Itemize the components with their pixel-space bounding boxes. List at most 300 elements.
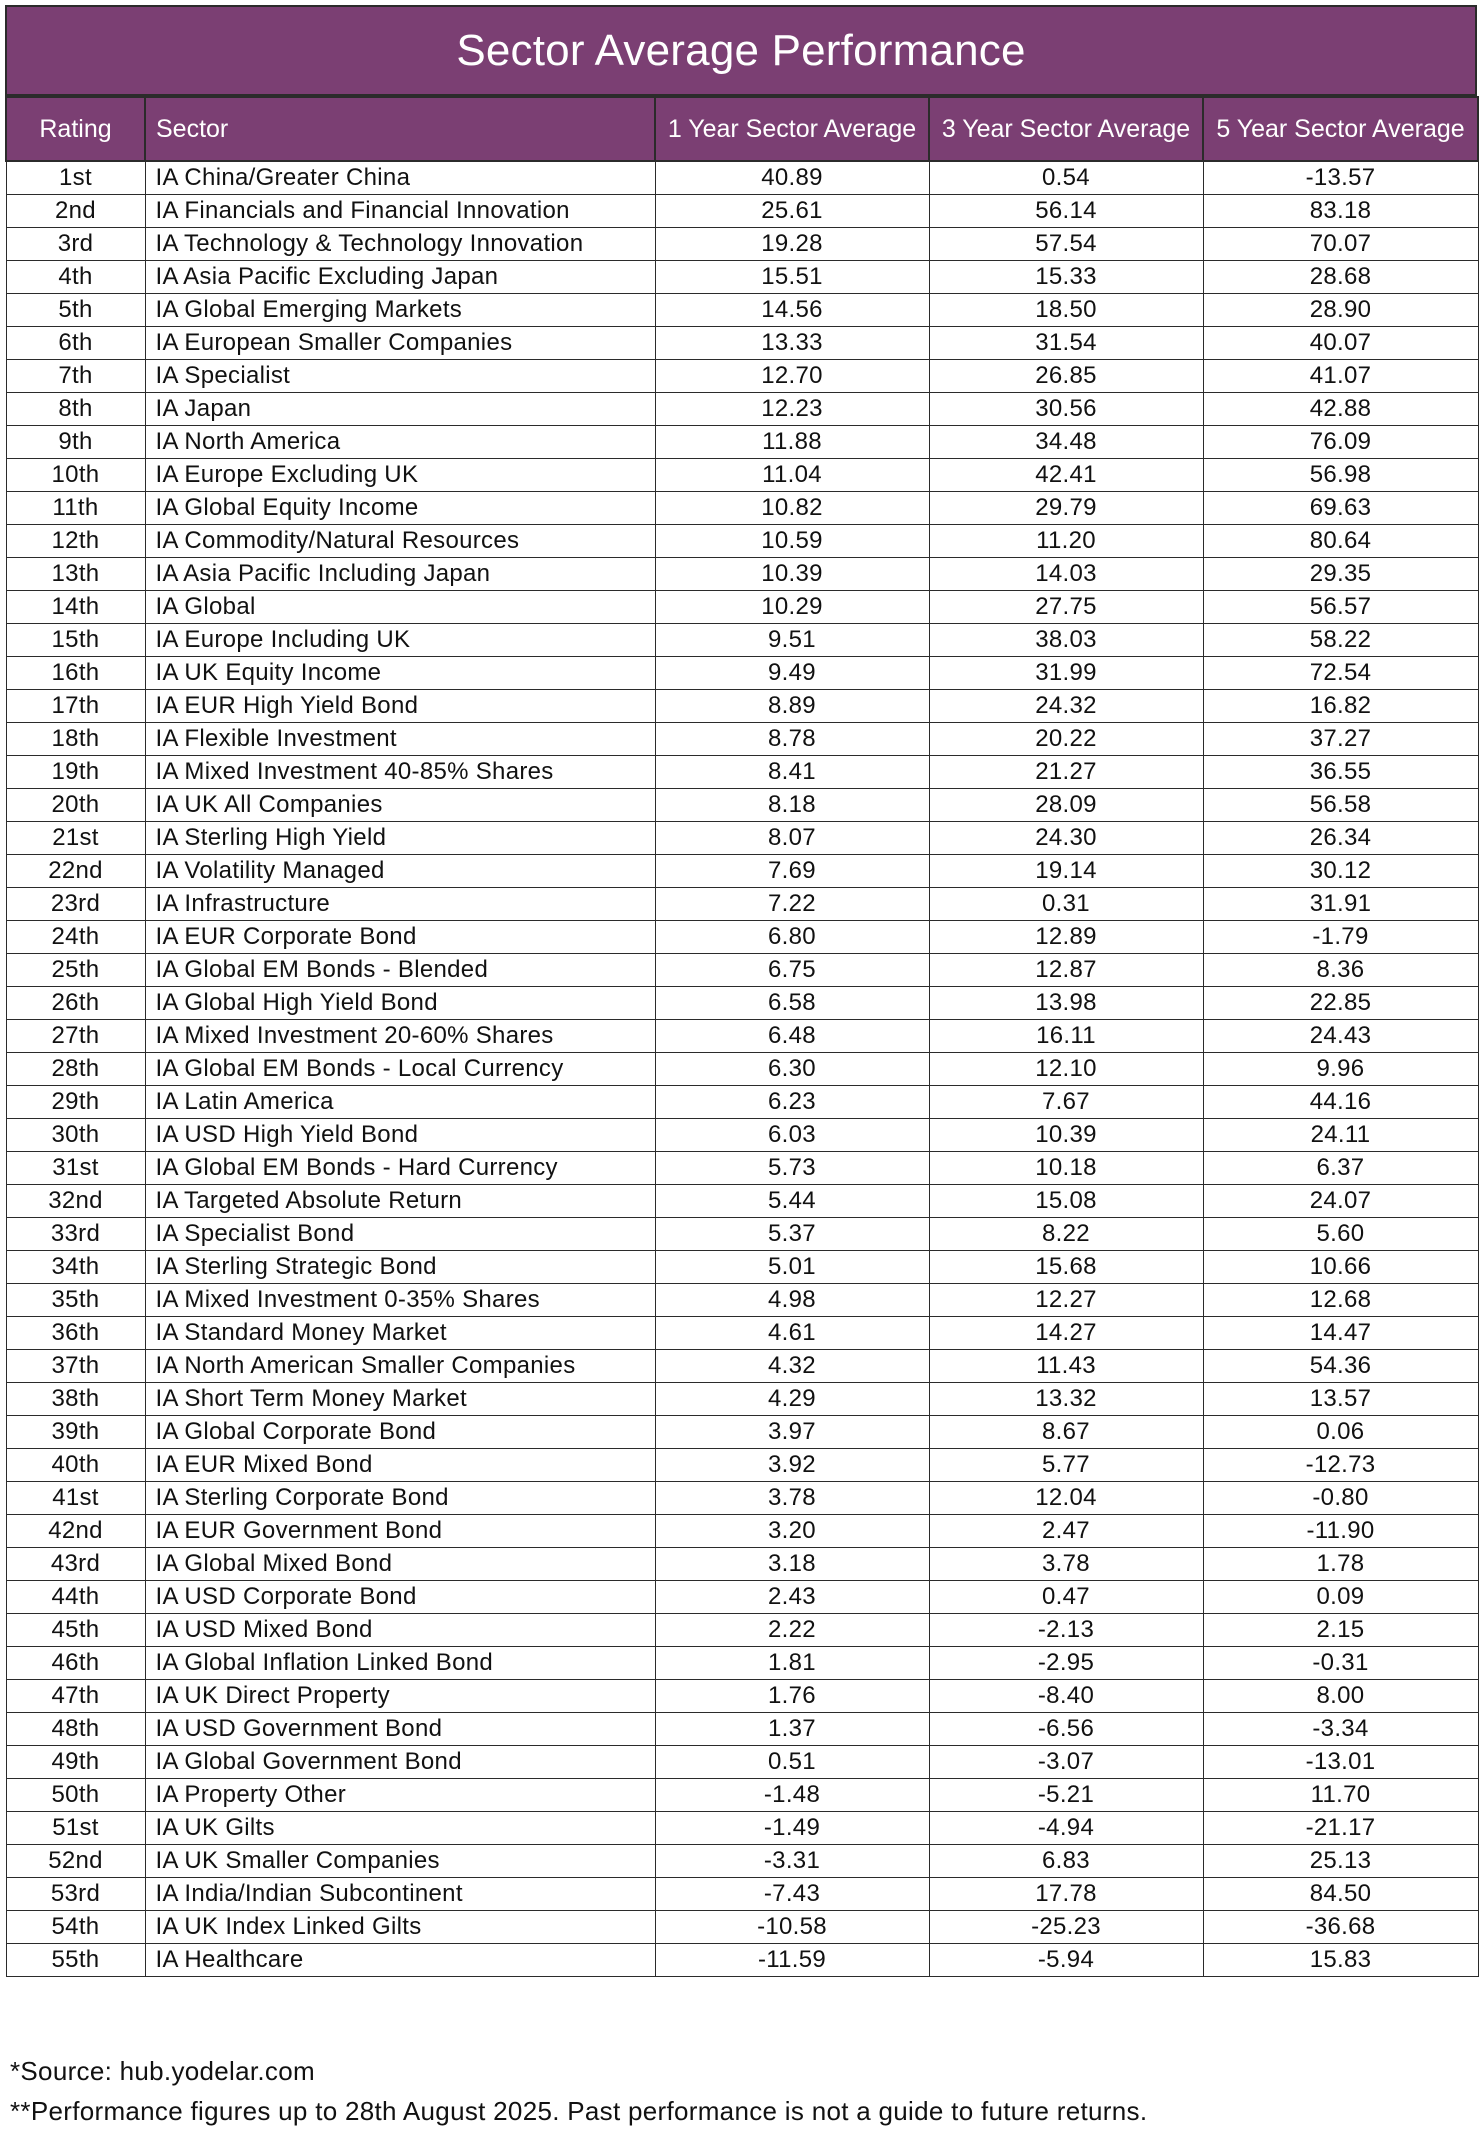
cell-3-year: 15.68 [929, 1251, 1203, 1284]
cell-5-year: 15.83 [1203, 1944, 1478, 1977]
cell-rating: 15th [6, 624, 145, 657]
cell-5-year: 9.96 [1203, 1053, 1478, 1086]
table-row [6, 1680, 1478, 1713]
cell-sector: IA Sterling Corporate Bond [145, 1482, 655, 1515]
table-row [6, 1581, 1478, 1614]
cell-1-year: 6.75 [655, 954, 929, 987]
cell-1-year: 2.43 [655, 1581, 929, 1614]
cell-5-year: -13.57 [1203, 161, 1478, 195]
cell-5-year: 1.78 [1203, 1548, 1478, 1581]
cell-rating: 6th [6, 327, 145, 360]
table-row [6, 1416, 1478, 1449]
cell-rating: 4th [6, 261, 145, 294]
cell-rating: 45th [6, 1614, 145, 1647]
cell-5-year: 76.09 [1203, 426, 1478, 459]
cell-3-year: 7.67 [929, 1086, 1203, 1119]
cell-sector: IA Short Term Money Market [145, 1383, 655, 1416]
cell-sector: IA India/Indian Subcontinent [145, 1878, 655, 1911]
cell-5-year: 54.36 [1203, 1350, 1478, 1383]
cell-5-year: 83.18 [1203, 195, 1478, 228]
cell-sector: IA Standard Money Market [145, 1317, 655, 1350]
cell-rating: 35th [6, 1284, 145, 1317]
cell-1-year: -10.58 [655, 1911, 929, 1944]
cell-5-year: -21.17 [1203, 1812, 1478, 1845]
cell-sector: IA North America [145, 426, 655, 459]
cell-1-year: 3.78 [655, 1482, 929, 1515]
cell-sector: IA Sterling Strategic Bond [145, 1251, 655, 1284]
cell-1-year: -3.31 [655, 1845, 929, 1878]
cell-1-year: 1.76 [655, 1680, 929, 1713]
cell-3-year: -3.07 [929, 1746, 1203, 1779]
cell-3-year: 8.67 [929, 1416, 1203, 1449]
table-row [6, 1317, 1478, 1350]
cell-rating: 1st [6, 161, 145, 195]
cell-5-year: 28.68 [1203, 261, 1478, 294]
cell-3-year: 30.56 [929, 393, 1203, 426]
cell-5-year: 41.07 [1203, 360, 1478, 393]
cell-5-year: -0.31 [1203, 1647, 1478, 1680]
cell-1-year: 10.29 [655, 591, 929, 624]
cell-3-year: 10.18 [929, 1152, 1203, 1185]
column-header-rating: Rating [6, 97, 145, 161]
cell-3-year: 19.14 [929, 855, 1203, 888]
cell-rating: 2nd [6, 195, 145, 228]
cell-5-year: 16.82 [1203, 690, 1478, 723]
cell-3-year: 12.27 [929, 1284, 1203, 1317]
cell-3-year: 2.47 [929, 1515, 1203, 1548]
cell-sector: IA Specialist [145, 360, 655, 393]
cell-sector: IA Global Corporate Bond [145, 1416, 655, 1449]
cell-1-year: 5.37 [655, 1218, 929, 1251]
cell-3-year: 24.32 [929, 690, 1203, 723]
column-header-1-year: 1 Year Sector Average [655, 97, 929, 161]
cell-3-year: 0.54 [929, 161, 1203, 195]
cell-1-year: -1.48 [655, 1779, 929, 1812]
cell-3-year: 17.78 [929, 1878, 1203, 1911]
cell-1-year: 7.22 [655, 888, 929, 921]
cell-5-year: 12.68 [1203, 1284, 1478, 1317]
cell-sector: IA Financials and Financial Innovation [145, 195, 655, 228]
cell-sector: IA Global EM Bonds - Local Currency [145, 1053, 655, 1086]
table-row [6, 1449, 1478, 1482]
cell-3-year: 8.22 [929, 1218, 1203, 1251]
cell-1-year: 11.04 [655, 459, 929, 492]
cell-3-year: 0.47 [929, 1581, 1203, 1614]
table-row [6, 1746, 1478, 1779]
cell-5-year: 0.09 [1203, 1581, 1478, 1614]
cell-1-year: 4.61 [655, 1317, 929, 1350]
cell-1-year: 25.61 [655, 195, 929, 228]
cell-sector: IA Global [145, 591, 655, 624]
cell-rating: 41st [6, 1482, 145, 1515]
cell-3-year: 56.14 [929, 195, 1203, 228]
cell-1-year: 13.33 [655, 327, 929, 360]
cell-1-year: 3.18 [655, 1548, 929, 1581]
table-row [6, 1911, 1478, 1944]
table-row [6, 756, 1478, 789]
cell-1-year: 7.69 [655, 855, 929, 888]
table-row [6, 1713, 1478, 1746]
cell-rating: 39th [6, 1416, 145, 1449]
table-title: Sector Average Performance [5, 5, 1477, 96]
cell-rating: 43rd [6, 1548, 145, 1581]
cell-3-year: -2.95 [929, 1647, 1203, 1680]
cell-3-year: 11.20 [929, 525, 1203, 558]
cell-rating: 5th [6, 294, 145, 327]
cell-1-year: 6.30 [655, 1053, 929, 1086]
cell-rating: 20th [6, 789, 145, 822]
cell-1-year: 10.39 [655, 558, 929, 591]
cell-sector: IA USD Corporate Bond [145, 1581, 655, 1614]
cell-3-year: 10.39 [929, 1119, 1203, 1152]
cell-3-year: 31.99 [929, 657, 1203, 690]
cell-sector: IA Healthcare [145, 1944, 655, 1977]
cell-rating: 11th [6, 492, 145, 525]
cell-5-year: 22.85 [1203, 987, 1478, 1020]
cell-1-year: 6.58 [655, 987, 929, 1020]
cell-5-year: 56.98 [1203, 459, 1478, 492]
cell-5-year: 29.35 [1203, 558, 1478, 591]
table-row [6, 161, 1478, 195]
cell-rating: 12th [6, 525, 145, 558]
cell-3-year: -25.23 [929, 1911, 1203, 1944]
cell-sector: IA Targeted Absolute Return [145, 1185, 655, 1218]
cell-5-year: 6.37 [1203, 1152, 1478, 1185]
cell-sector: IA Global Equity Income [145, 492, 655, 525]
cell-5-year: -3.34 [1203, 1713, 1478, 1746]
cell-3-year: 13.98 [929, 987, 1203, 1020]
cell-sector: IA Global EM Bonds - Hard Currency [145, 1152, 655, 1185]
cell-5-year: 13.57 [1203, 1383, 1478, 1416]
cell-3-year: 12.04 [929, 1482, 1203, 1515]
cell-rating: 53rd [6, 1878, 145, 1911]
table-row [6, 327, 1478, 360]
cell-5-year: 72.54 [1203, 657, 1478, 690]
cell-sector: IA Asia Pacific Excluding Japan [145, 261, 655, 294]
cell-1-year: 12.70 [655, 360, 929, 393]
cell-1-year: 1.81 [655, 1647, 929, 1680]
cell-sector: IA EUR Government Bond [145, 1515, 655, 1548]
cell-rating: 28th [6, 1053, 145, 1086]
cell-1-year: 5.44 [655, 1185, 929, 1218]
cell-sector: IA Property Other [145, 1779, 655, 1812]
cell-1-year: 8.78 [655, 723, 929, 756]
cell-1-year: 9.49 [655, 657, 929, 690]
table-row [6, 1647, 1478, 1680]
table-row [6, 987, 1478, 1020]
cell-sector: IA Commodity/Natural Resources [145, 525, 655, 558]
cell-sector: IA UK Gilts [145, 1812, 655, 1845]
cell-rating: 10th [6, 459, 145, 492]
cell-5-year: -36.68 [1203, 1911, 1478, 1944]
cell-3-year: -8.40 [929, 1680, 1203, 1713]
cell-sector: IA Mixed Investment 40-85% Shares [145, 756, 655, 789]
cell-5-year: 8.00 [1203, 1680, 1478, 1713]
cell-sector: IA Global Mixed Bond [145, 1548, 655, 1581]
performance-table-container [5, 5, 1477, 1977]
cell-5-year: 36.55 [1203, 756, 1478, 789]
cell-5-year: -0.80 [1203, 1482, 1478, 1515]
source-note: *Source: hub.yodelar.com [10, 2056, 315, 2086]
cell-1-year: 6.03 [655, 1119, 929, 1152]
cell-rating: 49th [6, 1746, 145, 1779]
cell-rating: 48th [6, 1713, 145, 1746]
cell-sector: IA UK Direct Property [145, 1680, 655, 1713]
column-header-3-year: 3 Year Sector Average [929, 97, 1203, 161]
cell-5-year: 31.91 [1203, 888, 1478, 921]
cell-1-year: 19.28 [655, 228, 929, 261]
cell-rating: 8th [6, 393, 145, 426]
cell-sector: IA Latin America [145, 1086, 655, 1119]
cell-sector: IA Mixed Investment 20-60% Shares [145, 1020, 655, 1053]
table-row [6, 228, 1478, 261]
table-row [6, 426, 1478, 459]
cell-sector: IA Global High Yield Bond [145, 987, 655, 1020]
cell-3-year: 16.11 [929, 1020, 1203, 1053]
table-row [6, 1383, 1478, 1416]
cell-3-year: 13.32 [929, 1383, 1203, 1416]
cell-3-year: -2.13 [929, 1614, 1203, 1647]
table-row [6, 1614, 1478, 1647]
cell-5-year: 44.16 [1203, 1086, 1478, 1119]
cell-1-year: 8.18 [655, 789, 929, 822]
cell-5-year: 28.90 [1203, 294, 1478, 327]
cell-3-year: 42.41 [929, 459, 1203, 492]
cell-5-year: 56.58 [1203, 789, 1478, 822]
table-row [6, 525, 1478, 558]
table-row [6, 492, 1478, 525]
cell-sector: IA Mixed Investment 0-35% Shares [145, 1284, 655, 1317]
cell-3-year: 26.85 [929, 360, 1203, 393]
cell-sector: IA Technology & Technology Innovation [145, 228, 655, 261]
cell-1-year: 6.48 [655, 1020, 929, 1053]
cell-sector: IA Global Emerging Markets [145, 294, 655, 327]
cell-rating: 47th [6, 1680, 145, 1713]
cell-5-year: 56.57 [1203, 591, 1478, 624]
cell-5-year: 24.11 [1203, 1119, 1478, 1152]
table-row [6, 954, 1478, 987]
cell-3-year: 12.89 [929, 921, 1203, 954]
cell-rating: 31st [6, 1152, 145, 1185]
cell-1-year: 0.51 [655, 1746, 929, 1779]
cell-rating: 26th [6, 987, 145, 1020]
table-row [6, 723, 1478, 756]
cell-3-year: 31.54 [929, 327, 1203, 360]
cell-1-year: 9.51 [655, 624, 929, 657]
cell-5-year: 0.06 [1203, 1416, 1478, 1449]
cell-3-year: 14.03 [929, 558, 1203, 591]
cell-sector: IA USD Mixed Bond [145, 1614, 655, 1647]
table-row [6, 1350, 1478, 1383]
cell-5-year: 84.50 [1203, 1878, 1478, 1911]
cell-1-year: 12.23 [655, 393, 929, 426]
cell-5-year: -12.73 [1203, 1449, 1478, 1482]
cell-5-year: 10.66 [1203, 1251, 1478, 1284]
cell-rating: 27th [6, 1020, 145, 1053]
table-row [6, 1779, 1478, 1812]
cell-rating: 9th [6, 426, 145, 459]
cell-rating: 40th [6, 1449, 145, 1482]
cell-sector: IA USD Government Bond [145, 1713, 655, 1746]
table-row [6, 393, 1478, 426]
cell-sector: IA Sterling High Yield [145, 822, 655, 855]
cell-1-year: 10.82 [655, 492, 929, 525]
table-row [6, 1020, 1478, 1053]
cell-sector: IA USD High Yield Bond [145, 1119, 655, 1152]
cell-sector: IA UK All Companies [145, 789, 655, 822]
cell-5-year: 14.47 [1203, 1317, 1478, 1350]
cell-1-year: -11.59 [655, 1944, 929, 1977]
table-row [6, 459, 1478, 492]
cell-rating: 52nd [6, 1845, 145, 1878]
cell-rating: 24th [6, 921, 145, 954]
cell-sector: IA EUR High Yield Bond [145, 690, 655, 723]
cell-sector: IA North American Smaller Companies [145, 1350, 655, 1383]
cell-sector: IA Flexible Investment [145, 723, 655, 756]
table-row [6, 1944, 1478, 1977]
table-row [6, 360, 1478, 393]
cell-sector: IA Japan [145, 393, 655, 426]
cell-3-year: -5.94 [929, 1944, 1203, 1977]
cell-sector: IA EUR Mixed Bond [145, 1449, 655, 1482]
table-row [6, 657, 1478, 690]
cell-3-year: 29.79 [929, 492, 1203, 525]
table-row [6, 1812, 1478, 1845]
cell-rating: 51st [6, 1812, 145, 1845]
table-row [6, 591, 1478, 624]
cell-rating: 3rd [6, 228, 145, 261]
cell-1-year: 5.73 [655, 1152, 929, 1185]
cell-5-year: 80.64 [1203, 525, 1478, 558]
cell-3-year: 6.83 [929, 1845, 1203, 1878]
cell-sector: IA UK Smaller Companies [145, 1845, 655, 1878]
cell-5-year: 2.15 [1203, 1614, 1478, 1647]
table-row [6, 1119, 1478, 1152]
cell-1-year: 6.23 [655, 1086, 929, 1119]
table-row [6, 1185, 1478, 1218]
cell-1-year: -7.43 [655, 1878, 929, 1911]
cell-1-year: 11.88 [655, 426, 929, 459]
cell-5-year: 26.34 [1203, 822, 1478, 855]
cell-rating: 16th [6, 657, 145, 690]
cell-1-year: 8.89 [655, 690, 929, 723]
table-row [6, 1053, 1478, 1086]
cell-3-year: 24.30 [929, 822, 1203, 855]
cell-rating: 55th [6, 1944, 145, 1977]
table-row [6, 1152, 1478, 1185]
cell-sector: IA Global EM Bonds - Blended [145, 954, 655, 987]
cell-3-year: 15.33 [929, 261, 1203, 294]
table-row [6, 1845, 1478, 1878]
cell-5-year: 42.88 [1203, 393, 1478, 426]
table-row [6, 1218, 1478, 1251]
cell-sector: IA Volatility Managed [145, 855, 655, 888]
table-row [6, 1548, 1478, 1581]
table-row [6, 1251, 1478, 1284]
cell-3-year: 15.08 [929, 1185, 1203, 1218]
cell-rating: 44th [6, 1581, 145, 1614]
table-row [6, 855, 1478, 888]
cell-3-year: 14.27 [929, 1317, 1203, 1350]
cell-sector: IA UK Index Linked Gilts [145, 1911, 655, 1944]
sector-performance-table [5, 96, 1479, 1977]
table-row [6, 1284, 1478, 1317]
cell-1-year: 8.41 [655, 756, 929, 789]
cell-sector: IA China/Greater China [145, 161, 655, 195]
cell-3-year: 34.48 [929, 426, 1203, 459]
cell-5-year: 24.07 [1203, 1185, 1478, 1218]
cell-3-year: 5.77 [929, 1449, 1203, 1482]
table-row [6, 558, 1478, 591]
header-row [6, 97, 1478, 161]
cell-1-year: 6.80 [655, 921, 929, 954]
cell-rating: 25th [6, 954, 145, 987]
cell-1-year: 14.56 [655, 294, 929, 327]
table-row [6, 888, 1478, 921]
cell-rating: 50th [6, 1779, 145, 1812]
cell-5-year: 30.12 [1203, 855, 1478, 888]
table-body [6, 161, 1478, 1977]
cell-3-year: 28.09 [929, 789, 1203, 822]
cell-rating: 29th [6, 1086, 145, 1119]
cell-sector: IA Global Government Bond [145, 1746, 655, 1779]
cell-rating: 36th [6, 1317, 145, 1350]
cell-rating: 18th [6, 723, 145, 756]
cell-3-year: 11.43 [929, 1350, 1203, 1383]
cell-3-year: 18.50 [929, 294, 1203, 327]
cell-1-year: 10.59 [655, 525, 929, 558]
cell-rating: 13th [6, 558, 145, 591]
cell-5-year: 69.63 [1203, 492, 1478, 525]
cell-3-year: 3.78 [929, 1548, 1203, 1581]
table-row [6, 690, 1478, 723]
table-row [6, 1878, 1478, 1911]
cell-rating: 14th [6, 591, 145, 624]
column-header-5-year: 5 Year Sector Average [1203, 97, 1478, 161]
cell-3-year: 38.03 [929, 624, 1203, 657]
table-row [6, 1086, 1478, 1119]
cell-5-year: 5.60 [1203, 1218, 1478, 1251]
cell-1-year: 2.22 [655, 1614, 929, 1647]
cell-3-year: 27.75 [929, 591, 1203, 624]
cell-rating: 33rd [6, 1218, 145, 1251]
cell-rating: 7th [6, 360, 145, 393]
cell-3-year: -4.94 [929, 1812, 1203, 1845]
cell-sector: IA European Smaller Companies [145, 327, 655, 360]
cell-sector: IA Europe Excluding UK [145, 459, 655, 492]
table-row [6, 822, 1478, 855]
table-row [6, 195, 1478, 228]
cell-sector: IA Specialist Bond [145, 1218, 655, 1251]
cell-1-year: 1.37 [655, 1713, 929, 1746]
table-row [6, 1515, 1478, 1548]
table-row [6, 1482, 1478, 1515]
cell-1-year: 4.29 [655, 1383, 929, 1416]
table-row [6, 294, 1478, 327]
cell-rating: 22nd [6, 855, 145, 888]
cell-3-year: 0.31 [929, 888, 1203, 921]
cell-3-year: 12.87 [929, 954, 1203, 987]
cell-1-year: 5.01 [655, 1251, 929, 1284]
cell-5-year: 25.13 [1203, 1845, 1478, 1878]
cell-5-year: 37.27 [1203, 723, 1478, 756]
cell-1-year: 3.92 [655, 1449, 929, 1482]
cell-rating: 54th [6, 1911, 145, 1944]
cell-1-year: 40.89 [655, 161, 929, 195]
cell-1-year: 8.07 [655, 822, 929, 855]
cell-1-year: 3.97 [655, 1416, 929, 1449]
cell-5-year: 24.43 [1203, 1020, 1478, 1053]
